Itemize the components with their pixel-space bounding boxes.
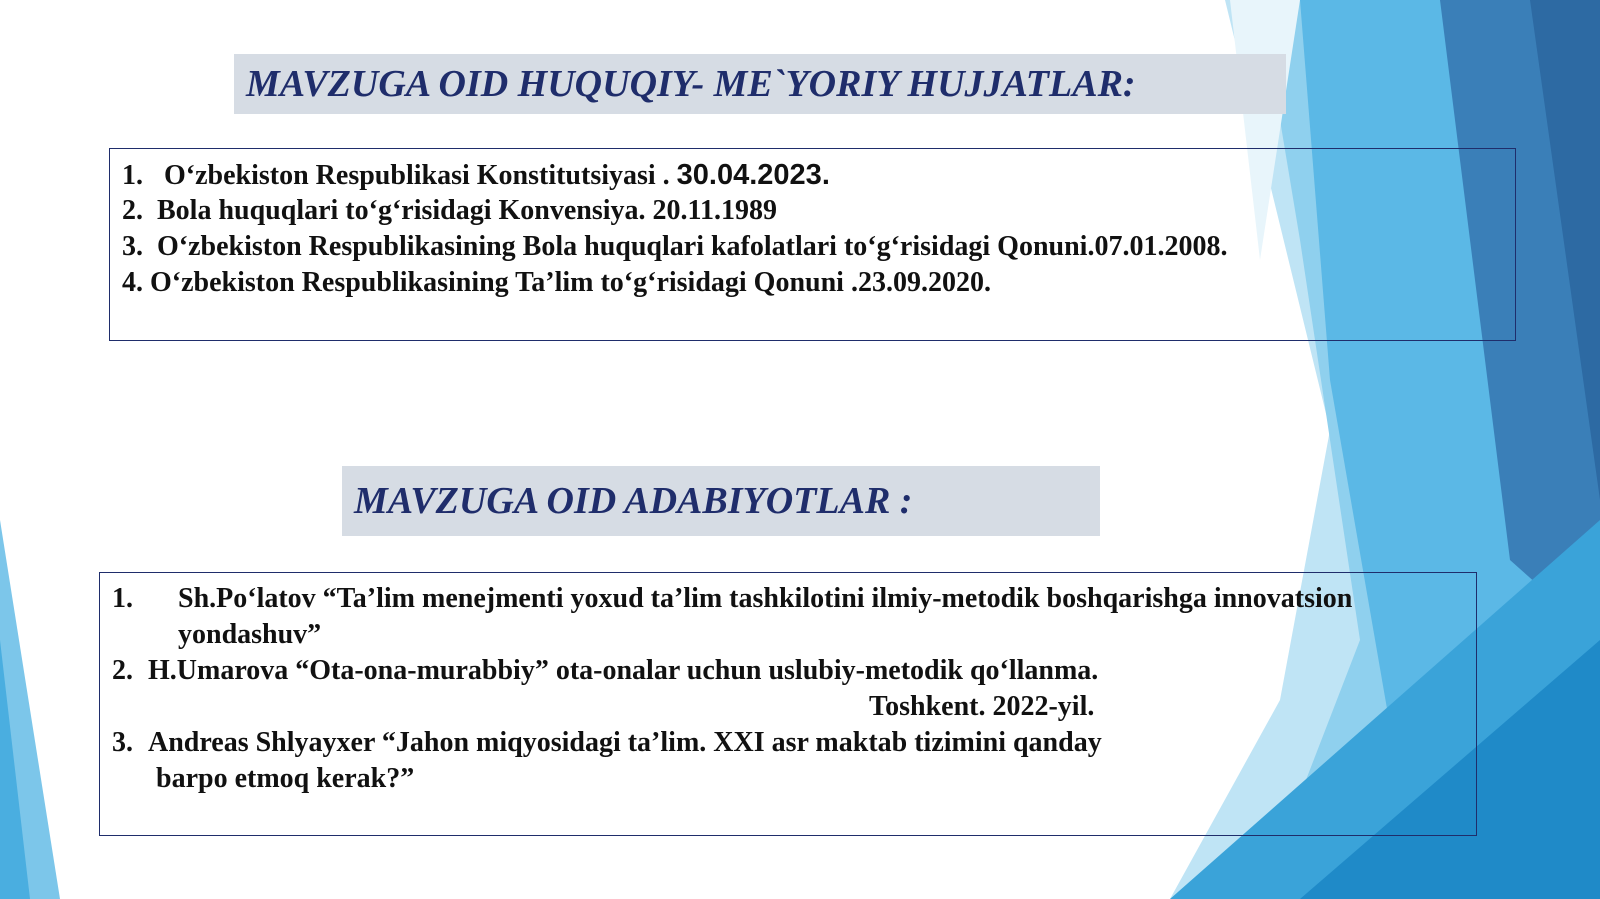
list-item-text: Sh.Po‘latov “Ta’lim menejmenti yoxud ta’lim tashkilotini ilmiy-metodik boshqarishga innovatsion — [178, 583, 1353, 614]
list-item-number: 1. — [112, 583, 133, 614]
list-item-text: Toshkent. 2022-yil. — [869, 691, 1095, 722]
section1-heading-text: MAVZUGA OID HUQUQIY- ME`YORIY HUJJATLAR: — [246, 63, 1136, 105]
list-item: 1. O‘zbekiston Respublikasi Konstitutsiyasi . 30.04.2023. — [122, 159, 830, 191]
literature-list — [99, 572, 1477, 836]
list-item-text: H.Umarova “Ota-ona-murabbiy” ota-onalar uchun uslubiy-metodik qo‘llanma. — [148, 655, 1099, 686]
list-item-text: barpo etmoq kerak?” — [156, 763, 415, 794]
section1-heading — [234, 54, 1286, 114]
list-item: 4. O‘zbekiston Respublikasining Ta’lim to‘g‘risidagi Qonuni .23.09.2020. — [122, 267, 991, 298]
list-item-number: 2. — [112, 655, 133, 686]
list-item-number: 3. — [112, 727, 133, 758]
list-item: 3. O‘zbekiston Respublikasining Bola huquqlari kafolatlari to‘g‘risidagi Qonuni.07.01.2008. — [122, 231, 1228, 262]
section2-heading-text: MAVZUGA OID ADABIYOTLAR : — [354, 480, 913, 522]
list-item-text: yondashuv” — [178, 619, 322, 650]
list-item-text: Andreas Shlyayxer “Jahon miqyosidagi ta’lim. XXI asr maktab tizimini qanday — [148, 727, 1102, 758]
section2-heading — [342, 466, 1100, 536]
list-item: 2. Bola huquqlari to‘g‘risidagi Konvensiya. 20.11.1989 — [122, 195, 777, 226]
legal-documents-list — [109, 148, 1516, 341]
